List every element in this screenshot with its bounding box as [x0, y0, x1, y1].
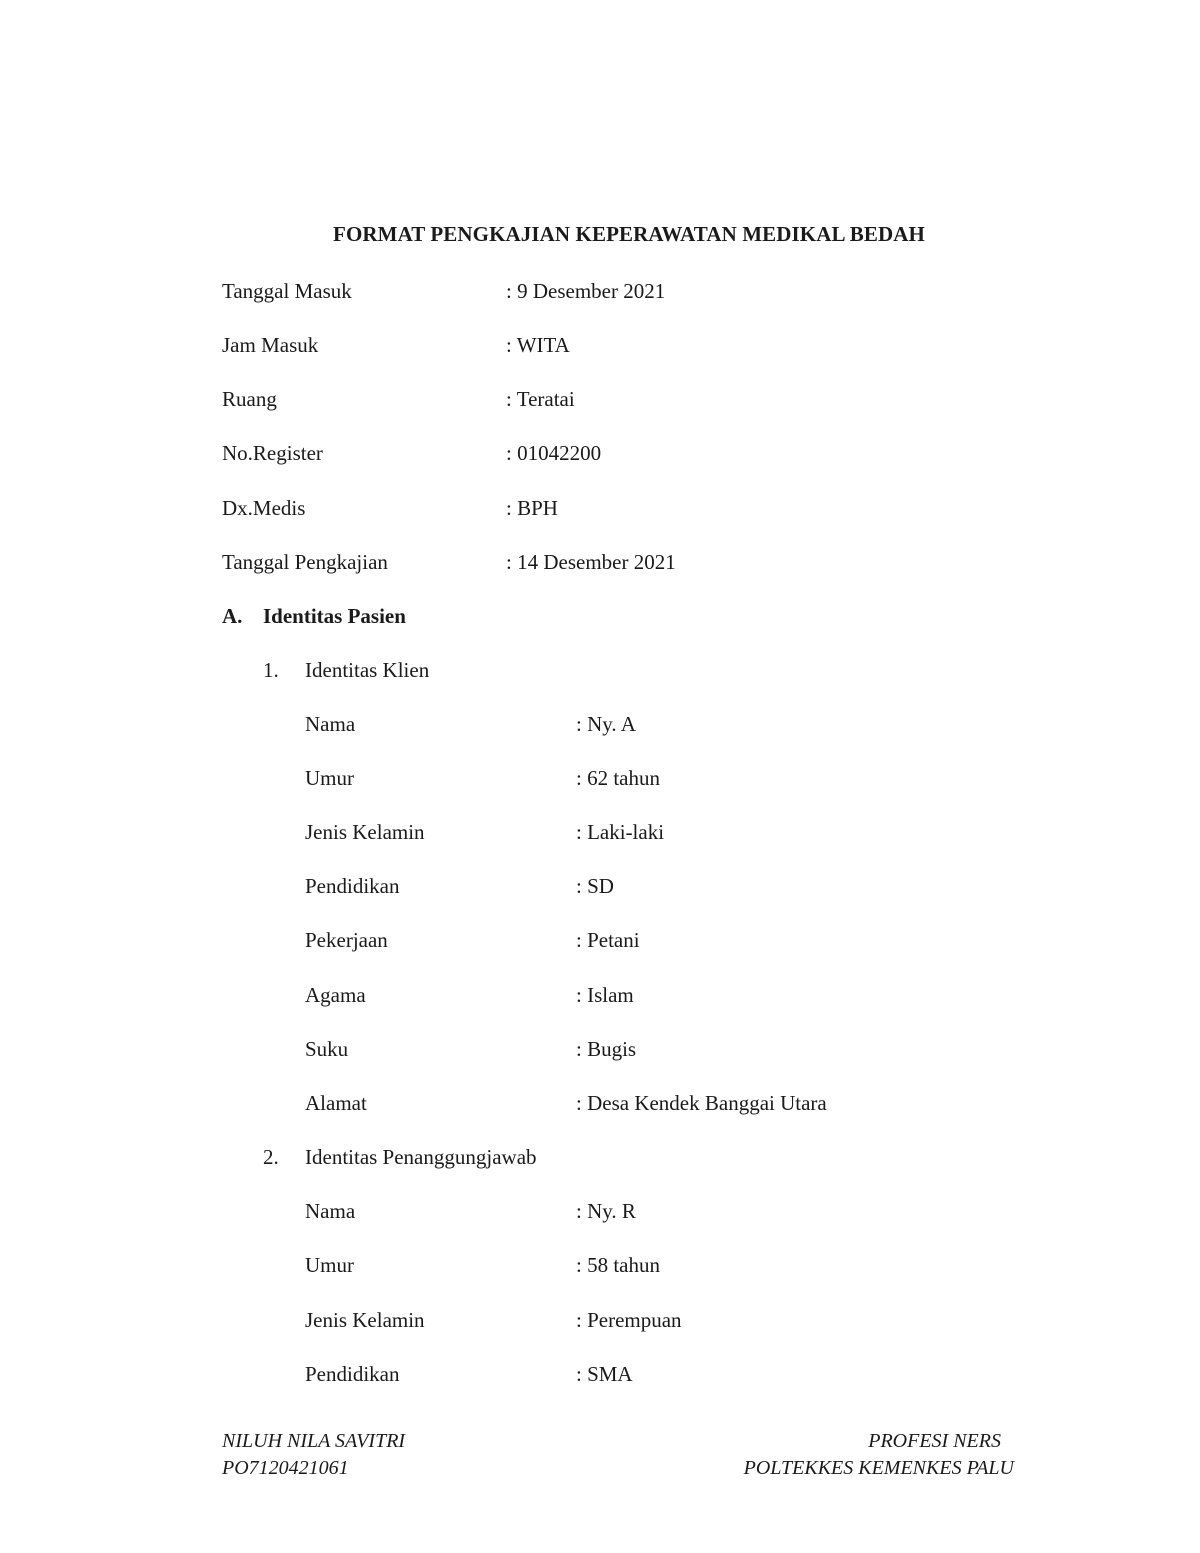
field-label: No.Register — [222, 441, 323, 465]
field-value: : Ny. R — [576, 1199, 636, 1223]
field-label: Umur — [305, 1253, 354, 1277]
subsection-title: Identitas Klien — [305, 658, 430, 682]
field-label: Dx.Medis — [222, 496, 306, 520]
field-label: Alamat — [305, 1091, 367, 1115]
field-label: Ruang — [222, 387, 277, 411]
footer-institution — [690, 1428, 1014, 1482]
field-value: : SMA — [576, 1362, 633, 1386]
footer-author-id: PO7120421061 — [222, 1457, 349, 1479]
field-value: : Desa Kendek Banggai Utara — [576, 1091, 827, 1115]
field-label: Tanggal Pengkajian — [222, 550, 388, 574]
subsection-number: 1. — [263, 658, 279, 682]
field-value: : Ny. A — [576, 712, 636, 736]
subsection-title: Identitas Penanggungjawab — [305, 1145, 537, 1169]
field-label: Jam Masuk — [222, 333, 319, 357]
section-title: Identitas Pasien — [263, 604, 406, 628]
field-value: : BPH — [506, 496, 558, 520]
subsection-number: 2. — [263, 1145, 279, 1169]
field-label: Jenis Kelamin — [305, 820, 425, 844]
field-value: : 14 Desember 2021 — [506, 550, 676, 574]
field-value: : 58 tahun — [576, 1253, 660, 1277]
field-value: : Perempuan — [576, 1308, 682, 1332]
field-value: : 9 Desember 2021 — [506, 279, 666, 303]
field-label: Umur — [305, 766, 354, 790]
footer-institution-name: POLTEKKES KEMENKES PALU — [743, 1457, 1014, 1479]
field-value: : Bugis — [576, 1037, 637, 1061]
field-value: : Teratai — [506, 387, 575, 411]
field-label: Nama — [305, 712, 356, 736]
field-label: Pendidikan — [305, 1362, 400, 1386]
field-value: : WITA — [506, 333, 570, 357]
field-value: : 01042200 — [506, 441, 602, 465]
section-letter: A. — [222, 604, 243, 628]
field-value: : SD — [576, 874, 614, 898]
field-value: : Islam — [576, 983, 634, 1007]
field-label: Tanggal Masuk — [222, 279, 352, 303]
field-label: Suku — [305, 1037, 349, 1061]
footer-author-name: NILUH NILA SAVITRI — [222, 1430, 406, 1452]
document-title: FORMAT PENGKAJIAN KEPERAWATAN MEDIKAL BEDAH — [333, 222, 925, 246]
field-label: Agama — [305, 983, 366, 1007]
field-label: Jenis Kelamin — [305, 1308, 425, 1332]
field-label: Pendidikan — [305, 874, 400, 898]
field-label: Pekerjaan — [305, 928, 388, 952]
footer-author — [222, 1428, 405, 1482]
footer-program: PROFESI NERS — [868, 1430, 1001, 1452]
field-value: : 62 tahun — [576, 766, 660, 790]
field-value: : Petani — [576, 928, 640, 952]
field-value: : Laki-laki — [576, 820, 665, 844]
field-label: Nama — [305, 1199, 356, 1223]
